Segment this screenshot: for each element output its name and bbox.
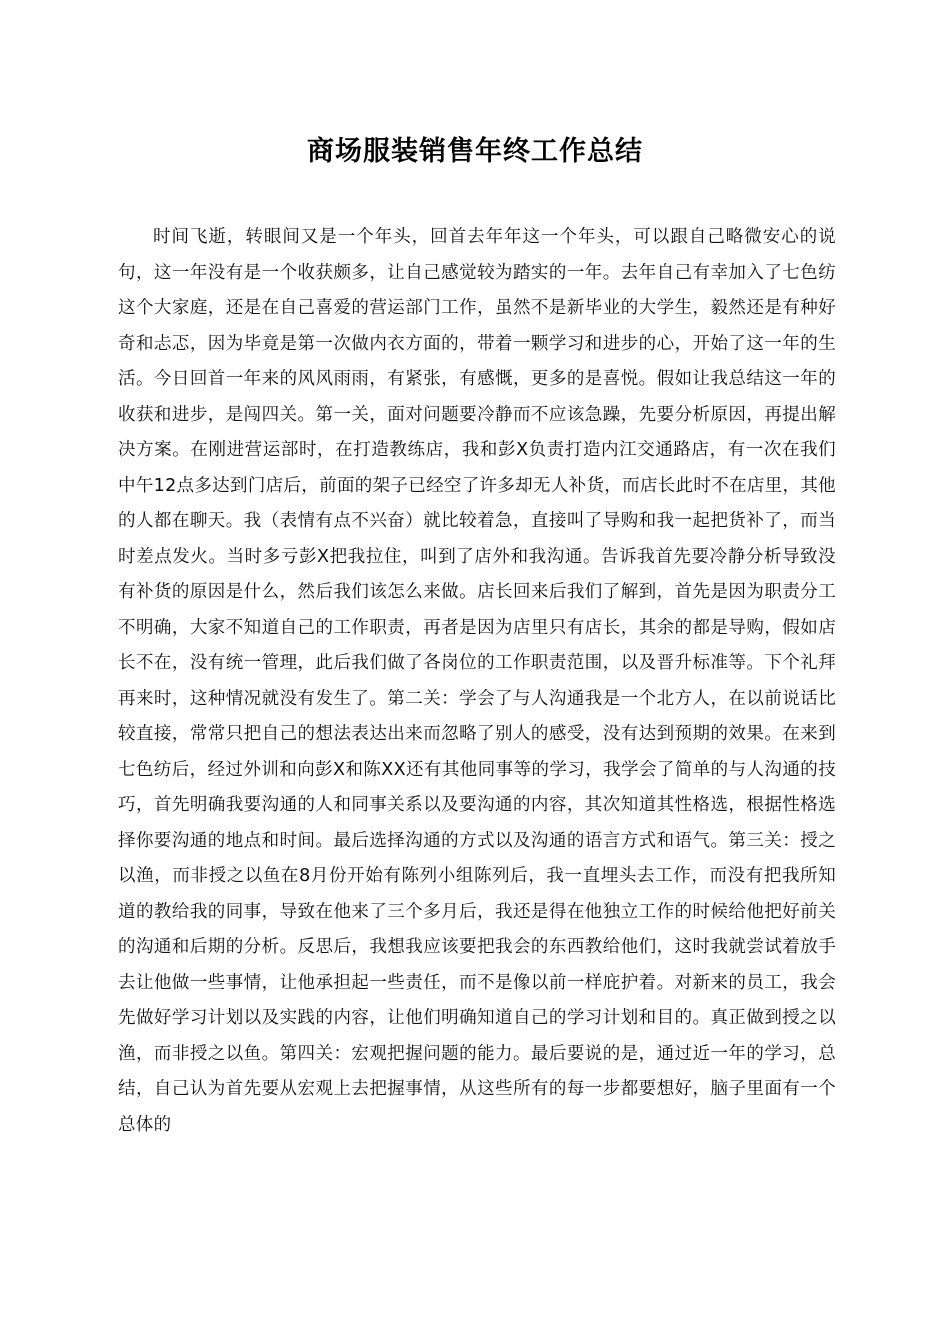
body-paragraph: 时间飞逝，转眼间又是一个年头，回首去年年这一个年头，可以跟自己略微安心的说句，这一年没有是一个收获颇多，让自己感觉较为踏实的一年。去年自己有幸加入了七色纺这个大家庭，还是在自己喜爱的营运部门工作，虽然不是新毕业的大学生，毅然还是有种好奇和忐忑，因为毕竟是第一次做内衣方面的，带着一颗学习和进步的心，开始了这一年的生活。今日回首一年来的风风雨雨，有紧张，有感慨，更多的是喜悦。假如让我总结这一年的收获和进步，是闯四关。第一关，面对问题要冷静而不应该急躁，先要分析原因，再提出解决方案。在刚进营运部时，在打造教练店，我和彭X负责打造内江交通路店，有一次在我们中午12点多达到门店后，前面的架子已经空了许多却无人补货，而店长此时不在店里，其他的人都在聊天。我（表情有点不兴奋）就比较着急，直接叫了导购和我一起把货补了，而当时差点发火。当时多亏彭X把我拉住，叫到了店外和我沟通。告诉我首先要冷静分析导致没有补货的原因是什么，然后我们该怎么来做。店长回来后我们了解到，首先是因为职责分工不明确，大家不知道自己的工作职责，再者是因为店里只有店长，其余的都是导购，假如店长不在，没有统一管理，此后我们做了各岗位的工作职责范围，以及晋升标准等。下个礼拜再来时，这种情况就没有发生了。第二关：学会了与人沟通我是一个北方人，在以前说话比较直接，常常只把自己的想法表达出来而忽略了别人的感受，没有达到预期的效果。在来到七色纺后，经过外训和向彭X和陈XX还有其他同事等的学习，我学会了简单的与人沟通的技巧，首先明确我要沟通的人和同事关系以及要沟通的内容，其次知道其性格选，根据性格选择你要沟通的地点和时间。最后选择沟通的方式以及沟通的语言方式和语气。第三关：授之以渔，而非授之以鱼在8月份开始有陈列小组陈列后，我一直埋头去工作，而没有把我所知道的教给我的同事，导致在他来了三个多月后，我还是得在他独立工作的时候给他把好前关的沟通和后期的分析。反思后，我想我应该要把我会的东西教给他们，这时我就尝试着放手去让他做一些事情，让他承担起一些责任，而不是像以前一样庇护着。对新来的员工，我会先做好学习计划以及实践的内容，让他们明确知道自己的学习计划和目的。真正做到授之以渔，而非授之以鱼。第四关：宏观把握问题的能力。最后要说的是，通过近一年的学习，总结，自己认为首先要从宏观上去把握事情，从这些所有的每一步都要想好，脑子里面有一个总体的 [118,227,836,1135]
document-title: 商场服装销售年终工作总结 [307,136,643,167]
